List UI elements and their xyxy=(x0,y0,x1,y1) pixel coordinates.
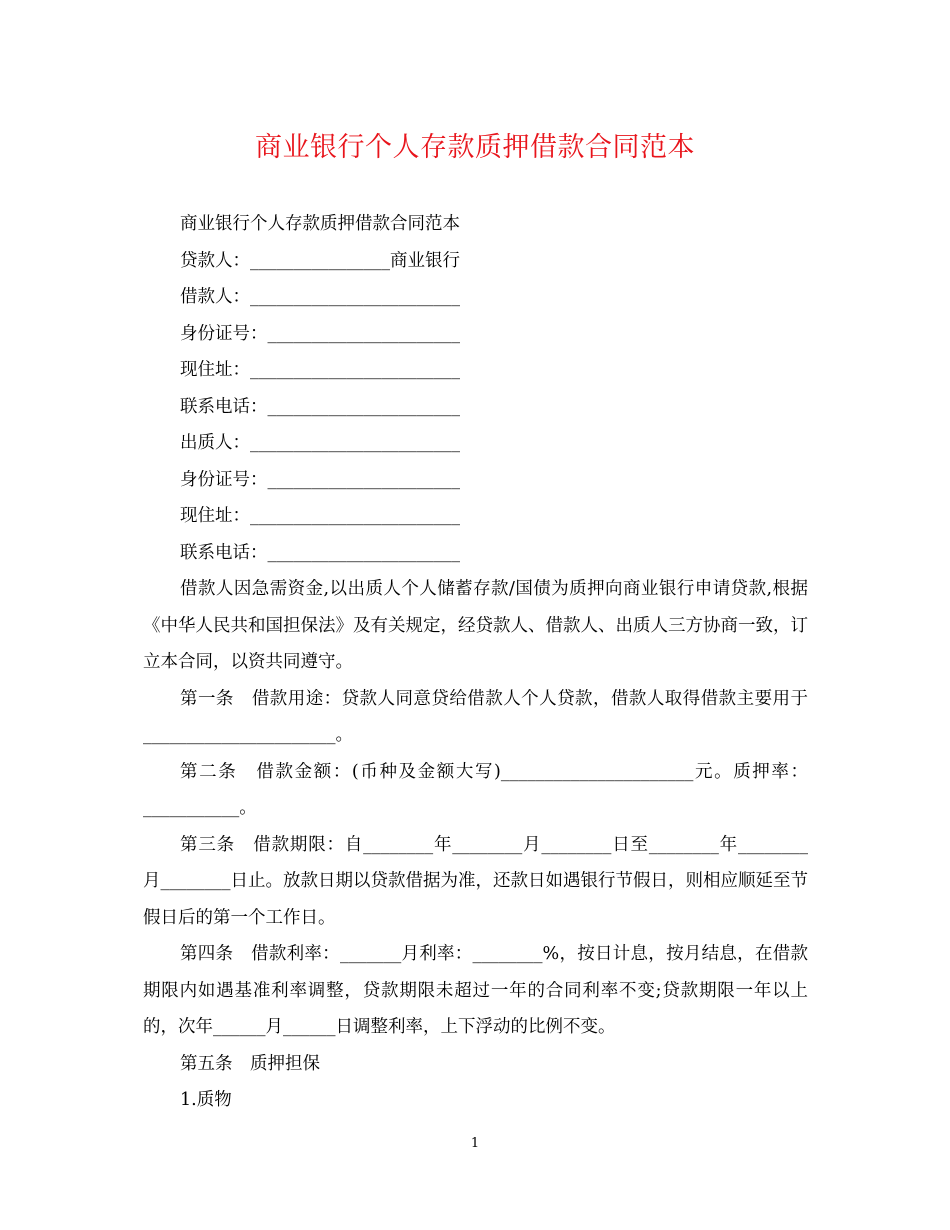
party-borrower-address: 现住址：________________________ xyxy=(180,360,460,380)
party-borrower: 借款人：________________________ xyxy=(180,287,460,307)
article-three: 第三条 借款期限：自________年________月________日至________年________月________日止。放款日期以贷款借据为准，还款日如遇银行节假日，则相应顺延至节假日后的第一个工作日。 xyxy=(143,834,808,928)
party-pledgor-address: 现住址：________________________ xyxy=(180,506,460,526)
party-pledgor-id: 身份证号：______________________ xyxy=(180,469,460,490)
article-five: 第五条 质押担保 xyxy=(180,1053,320,1074)
page-title: 商业银行个人存款质押借款合同范本 xyxy=(255,132,695,163)
preamble-paragraph: 借款人因急需资金,以出质人个人储蓄存款/国债为质押向商业银行申请贷款,根据《中华人民共和国担保法》及有关规定，经贷款人、借款人、出质人三方协商一致，订立本合同，以资共同遵守。 xyxy=(143,579,808,672)
party-pledgor-phone: 联系电话：______________________ xyxy=(180,542,460,563)
party-pledgor: 出质人：________________________ xyxy=(180,433,460,453)
document-subtitle: 商业银行个人存款质押借款合同范本 xyxy=(180,214,460,234)
article-one: 第一条 借款用途：贷款人同意贷给借款人个人贷款，借款人取得借款主要用于______________________。 xyxy=(143,688,808,745)
page-number: 1 xyxy=(470,1136,480,1151)
document-body xyxy=(143,206,808,1119)
party-borrower-phone: 联系电话：______________________ xyxy=(180,396,460,417)
party-lender: 贷款人：________________商业银行 xyxy=(180,250,460,271)
article-four: 第四条 借款利率：_______月利率：________%，按日计息，按月结息，在借款期限内如遇基准利率调整，贷款期限未超过一年的合同利率不变;贷款期限一年以上的，次年______月______日调整利率，上下浮动的比例不变。 xyxy=(143,944,808,1037)
item-pledged-goods: 1.质物 xyxy=(180,1090,232,1110)
party-borrower-id: 身份证号：______________________ xyxy=(180,323,460,344)
article-two: 第二条 借款金额：(币种及金额大写)______________________元。质押率：___________。 xyxy=(143,761,808,818)
